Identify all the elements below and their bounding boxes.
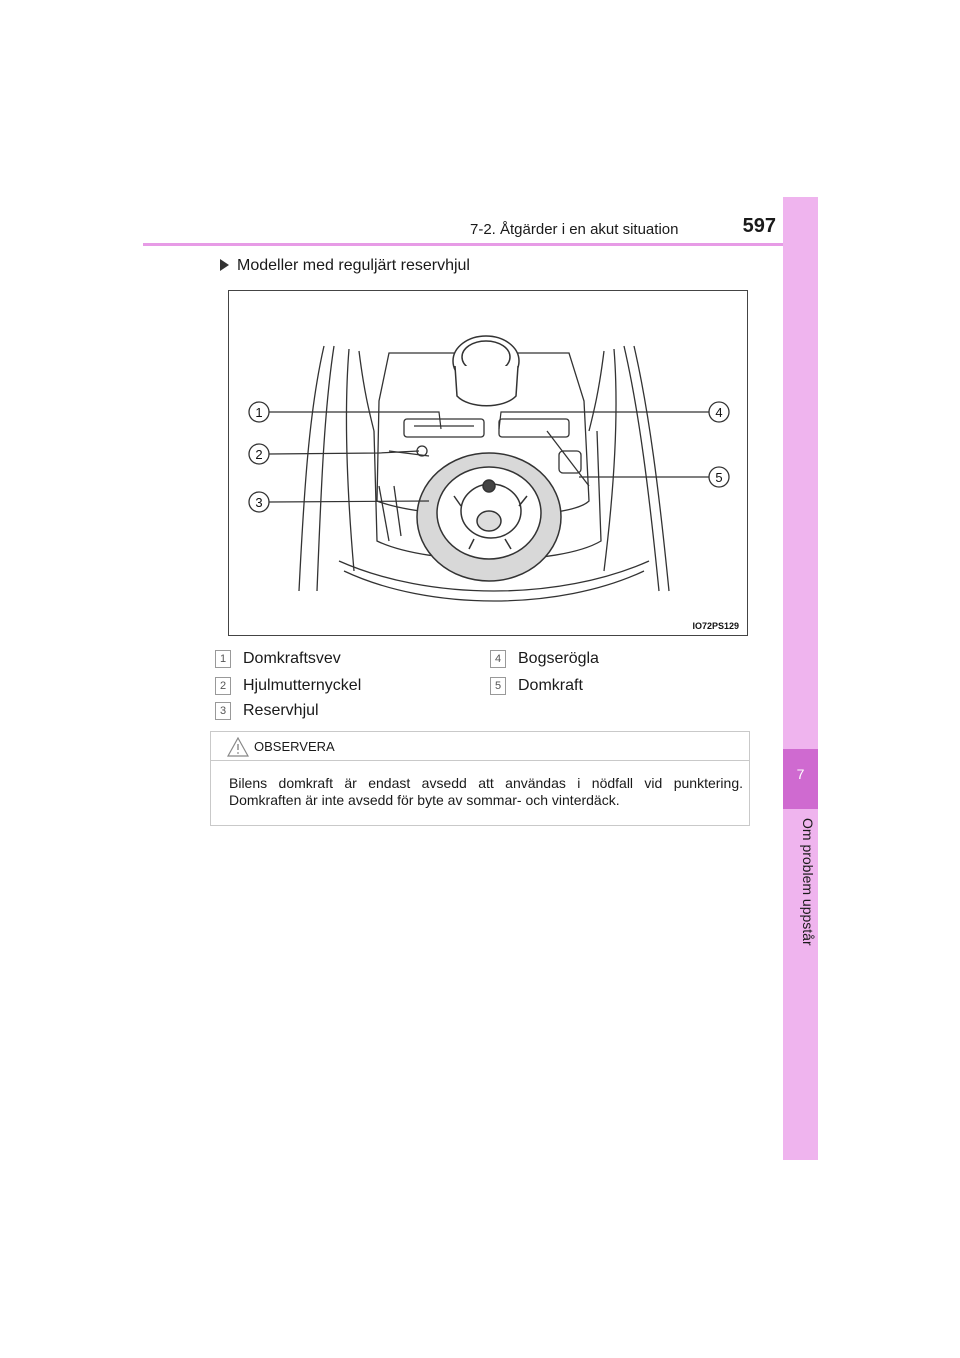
legend-label: Bogserögla [518, 650, 599, 667]
chapter-number: 7 [796, 766, 805, 782]
legend-item [490, 677, 583, 699]
callout-4: 4 [715, 405, 723, 420]
callout-2: 2 [255, 447, 263, 462]
legend-label: Domkraftsvev [243, 650, 341, 667]
notice-header [211, 732, 749, 761]
trunk-drawing [229, 291, 749, 637]
legend-number: 3 [215, 702, 231, 720]
legend-number: 2 [215, 677, 231, 695]
callout-3: 3 [255, 495, 263, 510]
legend-label: Hjulmutternyckel [243, 677, 362, 694]
legend-number: 5 [490, 677, 506, 695]
notice-body: Bilens domkraft är endast avsedd att användas i nödfall vid punktering. Domkraften är inte avsedd för byte av sommar- och vinterdäck. [229, 775, 743, 808]
warning-icon [227, 737, 249, 757]
figure-code: IO72PS129 [692, 621, 739, 631]
section-title: 7-2. Åtgärder i en akut situation [470, 221, 679, 238]
arrow-icon [220, 259, 229, 271]
legend-number: 1 [215, 650, 231, 668]
legend-label: Reservhjul [243, 702, 319, 719]
callout-5: 5 [715, 470, 723, 485]
legend-item [215, 650, 341, 672]
legend-item [490, 650, 599, 672]
callout-1: 1 [255, 405, 263, 420]
chapter-title: Om problem uppstår [800, 818, 816, 946]
page-number: 597 [742, 215, 776, 237]
spare-wheel-illustration [228, 290, 748, 636]
header-rule [143, 243, 783, 246]
subheading-text: Modeller med reguljärt reservhjul [237, 257, 470, 274]
legend-label: Domkraft [518, 677, 583, 694]
notice-box [210, 731, 750, 826]
legend-item [215, 702, 319, 724]
legend-item [215, 677, 361, 699]
legend-number: 4 [490, 650, 506, 668]
notice-title: OBSERVERA [254, 739, 335, 754]
side-tab [783, 197, 818, 1160]
subheading [220, 257, 470, 275]
